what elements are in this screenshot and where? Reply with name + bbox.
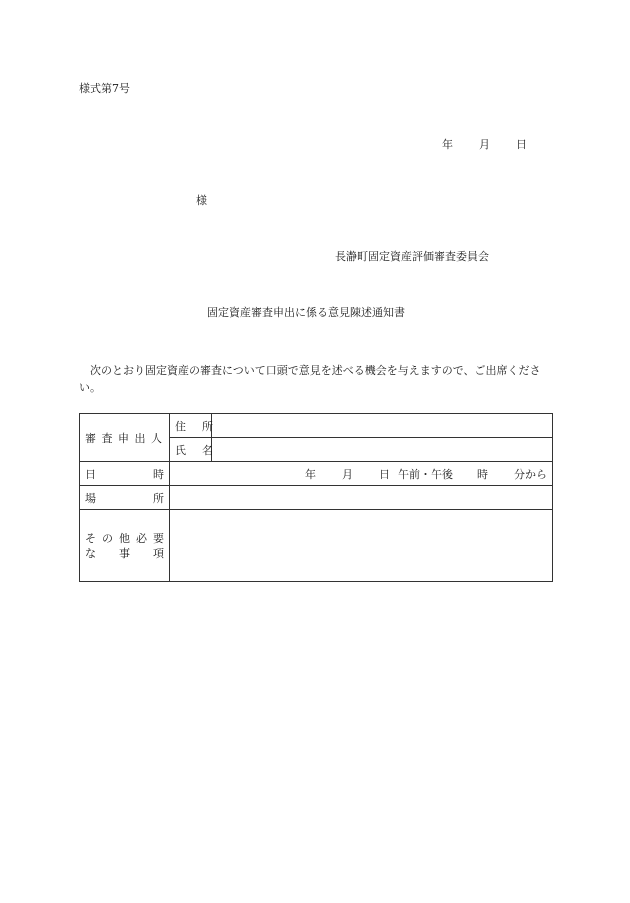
place-label-char: 所 — [153, 491, 164, 505]
form-number: 様式第7号 — [79, 82, 130, 95]
name-label — [170, 438, 212, 462]
applicant-char: 申 — [118, 431, 129, 445]
datetime-row — [80, 462, 553, 486]
place-label-char: 場 — [85, 491, 96, 505]
datetime-label-char: 時 — [153, 467, 164, 481]
other-label-char: 項 — [153, 546, 164, 560]
other-label-char: 要 — [153, 531, 164, 545]
applicant-char: 審 — [85, 431, 96, 445]
date-day: 日 — [516, 138, 527, 151]
address-label-char: 住 — [175, 419, 186, 433]
place-label — [80, 486, 170, 510]
other-field[interactable] — [170, 510, 553, 582]
other-label-char: の — [102, 531, 113, 545]
place-row — [80, 486, 553, 510]
name-field[interactable] — [212, 438, 553, 462]
addressee-suffix: 様 — [196, 194, 207, 207]
date-year: 年 — [442, 138, 453, 151]
place-field[interactable] — [170, 486, 553, 510]
dt-hour: 時 — [477, 467, 488, 481]
document-title: 固定資産審査申出に係る意見陳述通知書 — [207, 306, 405, 319]
applicant-char: 査 — [101, 431, 113, 445]
other-label-char: 他 — [119, 531, 130, 545]
dt-minute: 分から — [514, 467, 547, 481]
other-label-char: な — [85, 546, 96, 560]
issuer: 長瀞町固定資産評価審査委員会 — [335, 250, 489, 263]
datetime-label-char: 日 — [85, 467, 96, 481]
dt-month: 月 — [342, 467, 353, 481]
address-label-char: 所 — [202, 419, 213, 433]
dt-year: 年 — [305, 467, 316, 481]
address-label — [170, 414, 212, 438]
address-row — [80, 414, 553, 438]
address-field[interactable] — [212, 414, 553, 438]
body-text: 次のとおり固定資産の審査について口頭で意見を述べる機会を与えますので、ご出席ください。 — [79, 364, 541, 394]
date-month: 月 — [479, 138, 490, 151]
other-label — [80, 510, 170, 582]
info-table — [79, 413, 553, 582]
dt-ampm: 午前・午後 — [398, 467, 453, 481]
dt-day: 日 — [379, 467, 390, 481]
other-label-char: 必 — [136, 531, 147, 545]
name-label-char: 氏 — [175, 443, 186, 457]
name-label-char: 名 — [202, 443, 213, 457]
date-line — [442, 139, 527, 150]
datetime-label — [80, 462, 170, 486]
applicant-char: 人 — [151, 431, 162, 445]
other-label-char: 事 — [119, 546, 130, 560]
other-row — [80, 510, 553, 582]
applicant-char: 出 — [134, 431, 146, 445]
other-label-char: そ — [85, 531, 96, 545]
applicant-label — [80, 414, 170, 462]
datetime-field[interactable] — [170, 462, 553, 486]
